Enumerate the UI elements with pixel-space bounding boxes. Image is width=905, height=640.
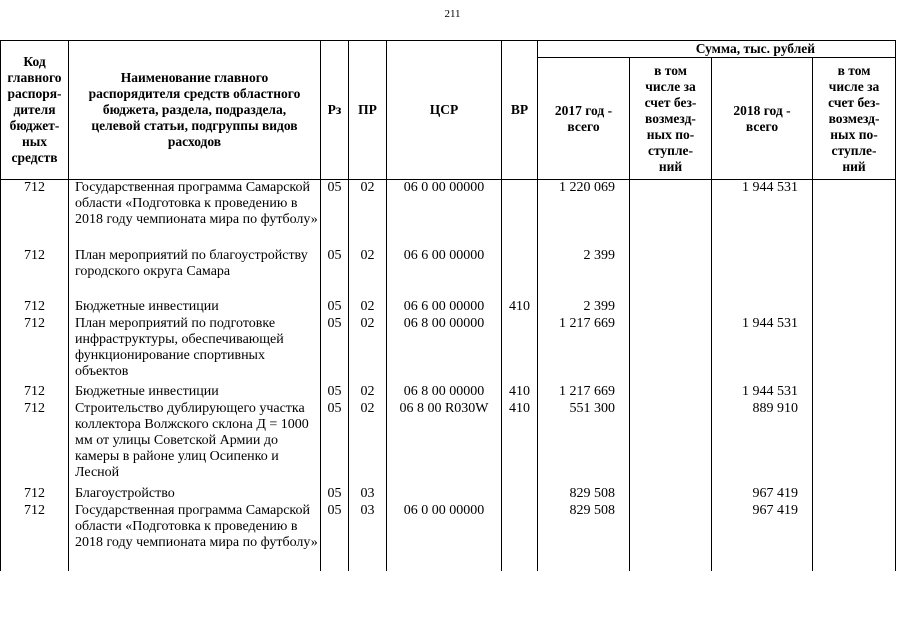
- cell-2018-total: 967 419: [712, 503, 813, 571]
- cell-rz: 05: [321, 248, 349, 299]
- cell-2018-total: 1 944 531: [712, 180, 813, 248]
- header-csr: ЦСР: [387, 41, 502, 180]
- cell-vr: 410: [502, 384, 538, 401]
- cell-csr: 06 0 00 00000: [387, 180, 502, 248]
- cell-name: Бюджетные инвестиции: [69, 384, 321, 401]
- cell-name: Строительство дублирующего участка коллектора Волжского склона Д = 1000 мм от улицы Советской Армии до камеры в районе улиц Осипенко и Лесной: [69, 401, 321, 486]
- table-row: [1, 180, 896, 248]
- cell-2018-incl: [813, 503, 896, 571]
- header-2018-total: 2018 год - всего: [712, 58, 813, 180]
- cell-2018-incl: [813, 316, 896, 384]
- cell-vr: 410: [502, 401, 538, 486]
- cell-csr: 06 8 00 R030W: [387, 401, 502, 486]
- cell-pr: 03: [349, 486, 387, 503]
- table-row: [1, 316, 896, 384]
- cell-rz: 05: [321, 316, 349, 384]
- cell-name: План мероприятий по подготовке инфраструктуры, обеспечивающей функционирование спортивных объектов: [69, 316, 321, 384]
- cell-vr: [502, 248, 538, 299]
- cell-vr: [502, 180, 538, 248]
- cell-2017-total: 551 300: [538, 401, 630, 486]
- cell-2017-total: 829 508: [538, 503, 630, 571]
- cell-2018-total: 967 419: [712, 486, 813, 503]
- cell-2017-incl: [630, 248, 712, 299]
- cell-vr: [502, 486, 538, 503]
- cell-pr: 03: [349, 503, 387, 571]
- table-row: [1, 401, 896, 486]
- table-row: [1, 503, 896, 571]
- cell-code: 712: [1, 299, 69, 316]
- cell-2017-total: 829 508: [538, 486, 630, 503]
- cell-2018-total: 1 944 531: [712, 384, 813, 401]
- cell-name: Государственная программа Самарской области «Подготовка к проведению в 2018 году чемпионата мира по футболу»: [69, 180, 321, 248]
- cell-2017-total: 2 399: [538, 248, 630, 299]
- cell-2018-incl: [813, 401, 896, 486]
- cell-csr: 06 6 00 00000: [387, 299, 502, 316]
- cell-2017-total: 1 220 069: [538, 180, 630, 248]
- cell-2017-total: 1 217 669: [538, 316, 630, 384]
- cell-csr: [387, 486, 502, 503]
- cell-vr: [502, 316, 538, 384]
- table-row: [1, 248, 896, 299]
- cell-rz: 05: [321, 384, 349, 401]
- cell-vr: [502, 503, 538, 571]
- cell-rz: 05: [321, 299, 349, 316]
- cell-pr: 02: [349, 180, 387, 248]
- cell-2018-total: 889 910: [712, 401, 813, 486]
- cell-2017-incl: [630, 316, 712, 384]
- cell-2018-incl: [813, 248, 896, 299]
- cell-pr: 02: [349, 401, 387, 486]
- table-row: [1, 299, 896, 316]
- cell-2017-incl: [630, 299, 712, 316]
- cell-code: 712: [1, 248, 69, 299]
- cell-pr: 02: [349, 248, 387, 299]
- cell-code: 712: [1, 180, 69, 248]
- cell-2017-incl: [630, 486, 712, 503]
- cell-name: Государственная программа Самарской области «Подготовка к проведению в 2018 году чемпионата мира по футболу»: [69, 503, 321, 571]
- header-2018-incl: в том числе за счет без-возмезд-ных по-ступле-ний: [813, 58, 896, 180]
- page-number: 211: [444, 8, 461, 20]
- header-rz: Рз: [321, 41, 349, 180]
- cell-2018-incl: [813, 299, 896, 316]
- cell-rz: 05: [321, 486, 349, 503]
- cell-2018-total: [712, 248, 813, 299]
- cell-2017-incl: [630, 384, 712, 401]
- cell-rz: 05: [321, 401, 349, 486]
- cell-2017-total: 2 399: [538, 299, 630, 316]
- cell-pr: 02: [349, 384, 387, 401]
- cell-csr: 06 8 00 00000: [387, 384, 502, 401]
- cell-vr: 410: [502, 299, 538, 316]
- header-vr: ВР: [502, 41, 538, 180]
- cell-name: Бюджетные инвестиции: [69, 299, 321, 316]
- cell-rz: 05: [321, 180, 349, 248]
- table-row: [1, 486, 896, 503]
- cell-name: План мероприятий по благоустройству городского округа Самара: [69, 248, 321, 299]
- cell-2018-total: [712, 299, 813, 316]
- cell-code: 712: [1, 401, 69, 486]
- cell-csr: 06 0 00 00000: [387, 503, 502, 571]
- header-2017-incl: в том числе за счет без-возмезд-ных по-ступле-ний: [630, 58, 712, 180]
- cell-2017-total: 1 217 669: [538, 384, 630, 401]
- header-pr: ПР: [349, 41, 387, 180]
- cell-2018-incl: [813, 384, 896, 401]
- cell-name: Благоустройство: [69, 486, 321, 503]
- cell-2017-incl: [630, 401, 712, 486]
- cell-csr: 06 6 00 00000: [387, 248, 502, 299]
- cell-2017-incl: [630, 180, 712, 248]
- cell-pr: 02: [349, 316, 387, 384]
- header-code: Код главного распоря-дителя бюджет-ных средств: [1, 41, 69, 180]
- cell-code: 712: [1, 486, 69, 503]
- cell-2018-incl: [813, 180, 896, 248]
- cell-2018-incl: [813, 486, 896, 503]
- cell-code: 712: [1, 503, 69, 571]
- cell-pr: 02: [349, 299, 387, 316]
- header-name: Наименование главного распорядителя средств областного бюджета, раздела, подраздела, целевой статьи, подгруппы видов расходов: [69, 41, 321, 180]
- cell-2017-incl: [630, 503, 712, 571]
- cell-csr: 06 8 00 00000: [387, 316, 502, 384]
- header-2017-total: 2017 год - всего: [538, 58, 630, 180]
- cell-rz: 05: [321, 503, 349, 571]
- table-row: [1, 384, 896, 401]
- cell-2018-total: 1 944 531: [712, 316, 813, 384]
- budget-table: [0, 40, 896, 571]
- header-sum-group: Сумма, тыс. рублей: [538, 41, 896, 58]
- cell-code: 712: [1, 384, 69, 401]
- cell-code: 712: [1, 316, 69, 384]
